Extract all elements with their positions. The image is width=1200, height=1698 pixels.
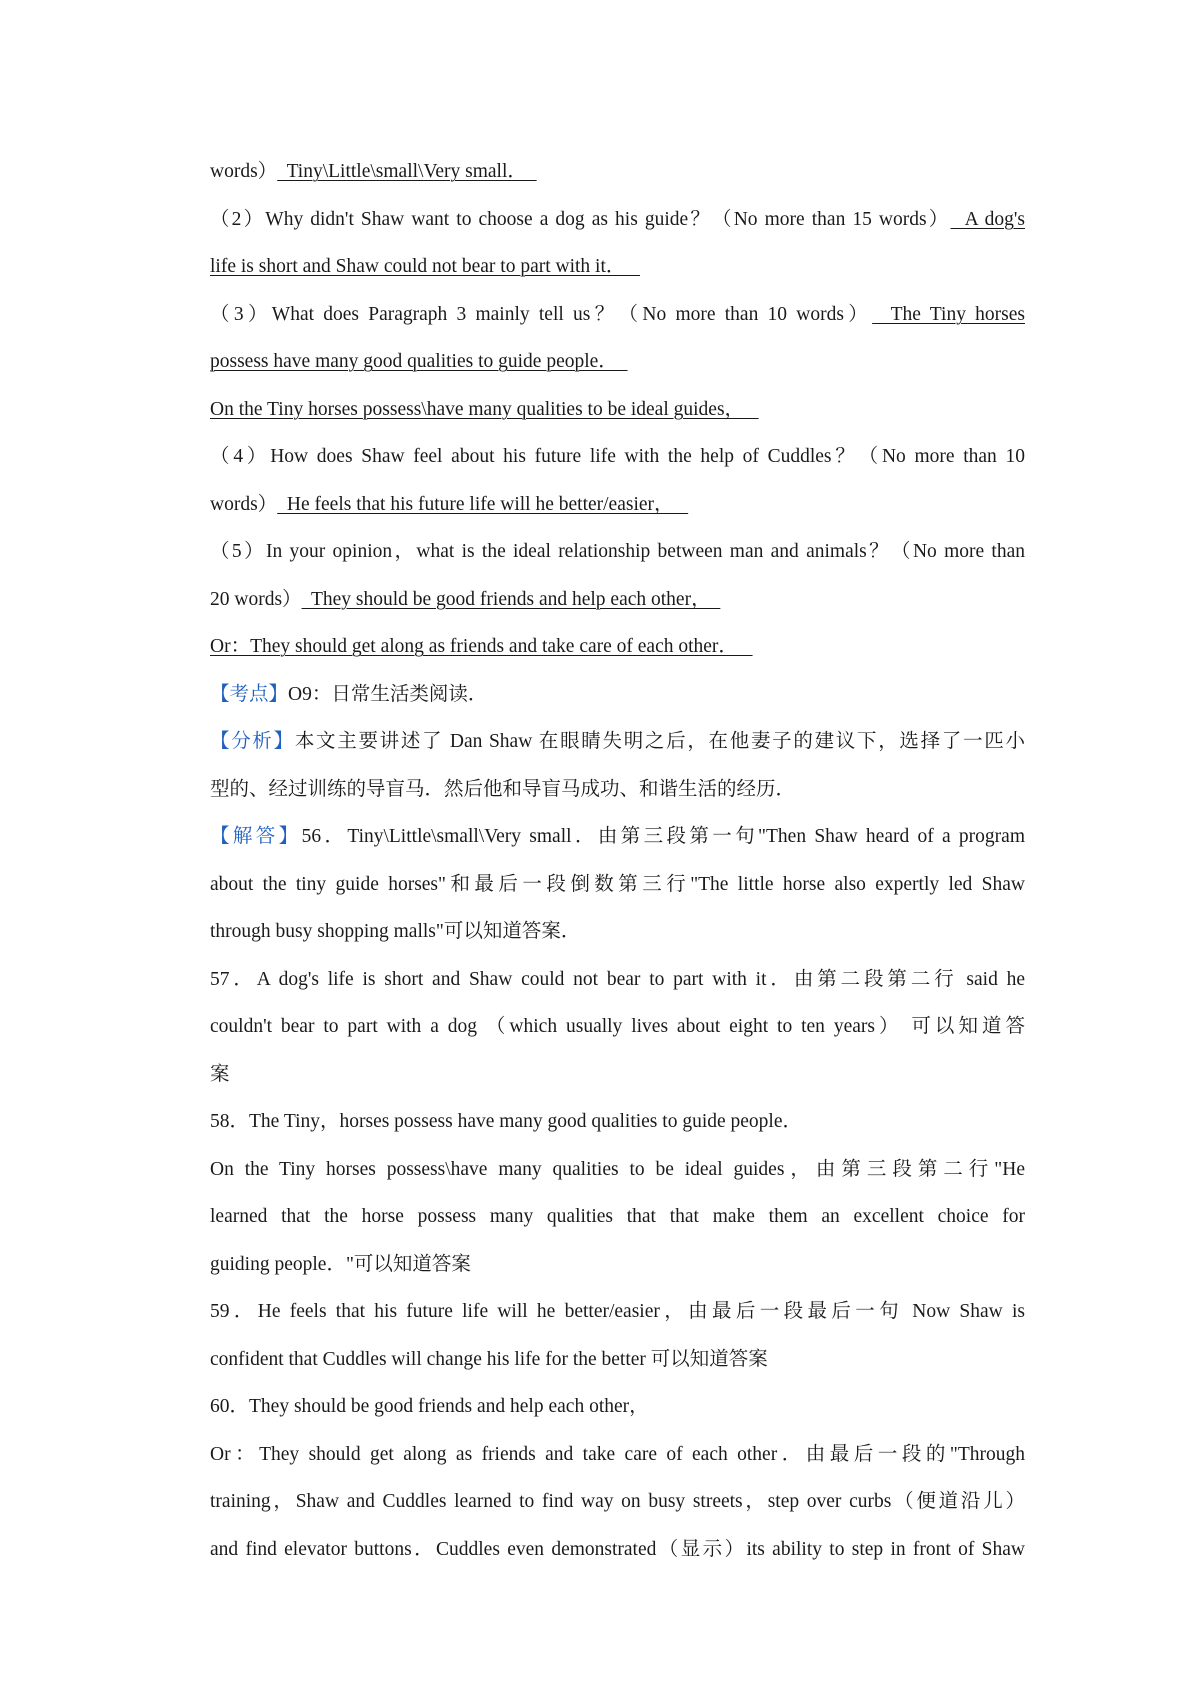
jieda-text: confident that Cuddles will change his life for the better 可以知道答案: [210, 1348, 768, 1370]
line-prefix: words）: [210, 493, 278, 515]
fenxi-tag: 【分析】: [210, 731, 295, 752]
jieda-line-4: [210, 956, 1025, 1004]
answer-text: life is short and Shaw could not bear to part with it．: [210, 256, 641, 277]
jieda-text: guiding people．"可以知道答案: [210, 1253, 471, 1275]
kaodian-text: O9：日常生活类阅读．: [288, 683, 488, 705]
answer-line-3b: [210, 386, 1025, 434]
answer-text: The Tiny horses: [872, 303, 1025, 325]
jieda-text: training，Shaw and Cuddles learned to find way on busy streets，step over curbs（便道沿儿）: [210, 1491, 1025, 1512]
jieda-line-2: [210, 861, 1025, 909]
jieda-line-11: [210, 1288, 1025, 1336]
jieda-text: and find elevator buttons．Cuddles even demonstrated（显示）its ability to step in front of Shaw: [210, 1538, 1025, 1560]
fenxi-text: 型的、经过训练的导盲马．然后他和导盲马成功、和谐生活的经历．: [210, 778, 796, 800]
kaodian-line: [210, 671, 1025, 719]
line-prefix: （2）Why didn't Shaw want to choose a dog as his guide？（No more than 15 words）: [210, 208, 951, 230]
fenxi-line-2: [210, 766, 1025, 814]
answer-text: On the Tiny horses possess\have many qualities to be ideal guides，: [210, 398, 759, 420]
answer-text: Tiny\Little\small\Very small．: [277, 161, 537, 182]
jieda-text: On the Tiny horses possess\have many qualities to be ideal guides，由第三段第二行"He: [210, 1158, 1025, 1180]
jieda-line-8: [210, 1146, 1025, 1194]
question-line-4: [210, 433, 1025, 481]
jieda-text: 56．Tiny\Little\small\Very small．由第三段第一句"Then Shaw heard of a program: [301, 826, 1025, 847]
jieda-text: Or：They should get along as friends and take care of each other．由最后一段的"Through: [210, 1443, 1025, 1465]
fenxi-text: 本文主要讲述了 Dan Shaw 在眼睛失明之后，在他妻子的建议下，选择了一匹小: [294, 731, 1025, 752]
question-line-3: [210, 291, 1025, 339]
jieda-text: couldn't bear to part with a dog （which usually lives about eight to ten years） 可以知道答: [210, 1016, 1025, 1037]
jieda-text: 57．A dog's life is short and Shaw could not bear to part with it．由第二段第二行 said he: [210, 968, 1025, 990]
line-prefix: words）: [210, 161, 278, 182]
jieda-text: 60．They should be good friends and help each other，: [210, 1396, 649, 1417]
answer-line-4: [210, 481, 1025, 529]
jieda-line-1: [210, 813, 1025, 861]
line-prefix: （4）How does Shaw feel about his future life with the help of Cuddles？（No more than 10: [210, 446, 1026, 467]
answer-line-3a: [210, 338, 1025, 386]
question-line-2: [210, 196, 1025, 244]
jieda-line-10: [210, 1241, 1025, 1289]
line-prefix: （3）What does Paragraph 3 mainly tell us？（No more than 10 words）: [210, 303, 873, 325]
jieda-line-7: [210, 1098, 1025, 1146]
answer-line-5a: [210, 576, 1025, 624]
answer-text: They should be good friends and help each other，: [301, 588, 721, 610]
jieda-text: through busy shopping malls"可以知道答案．: [210, 921, 581, 942]
jieda-line-15: [210, 1478, 1025, 1526]
jieda-line-12: [210, 1336, 1025, 1384]
kaodian-tag: 【考点】: [210, 683, 289, 705]
answer-line-2: [210, 243, 1025, 291]
answer-text: Or：They should get along as friends and take care of each other．: [210, 636, 753, 657]
jieda-line-14: [210, 1431, 1025, 1479]
jieda-text: 59．He feels that his future life will he better/easier，由最后一段最后一句 Now Shaw is: [210, 1301, 1025, 1322]
jieda-line-13: [210, 1383, 1025, 1431]
answer-line-5b: [210, 623, 1025, 671]
fenxi-line-1: [210, 718, 1025, 766]
jieda-text: about the tiny guide horses"和最后一段倒数第三行"The little horse also expertly led Shaw: [210, 873, 1025, 895]
jieda-line-16: [210, 1526, 1025, 1574]
jieda-tag: 【解答】: [210, 826, 302, 847]
line-prefix: （5）In your opinion，what is the ideal relationship between man and animals？（No more than: [210, 541, 1025, 562]
answer-text: possess have many good qualities to guide people．: [210, 351, 628, 372]
line-prefix: 20 words）: [210, 588, 302, 610]
jieda-text: 案: [210, 1063, 230, 1085]
question-line-5: [210, 528, 1025, 576]
jieda-line-3: [210, 908, 1025, 956]
jieda-text: learned that the horse possess many qualities that that make them an excellent choice for: [210, 1206, 1025, 1227]
jieda-text: 58．The Tiny，horses possess have many good qualities to guide people．: [210, 1111, 802, 1132]
jieda-line-5: [210, 1003, 1025, 1051]
jieda-line-9: [210, 1193, 1025, 1241]
document-page: [210, 148, 1025, 1573]
answer-text: A dog's: [950, 208, 1026, 230]
answer-line-1: [210, 148, 1025, 196]
jieda-line-6: [210, 1051, 1025, 1099]
answer-text: He feels that his future life will he better/easier，: [277, 493, 689, 515]
